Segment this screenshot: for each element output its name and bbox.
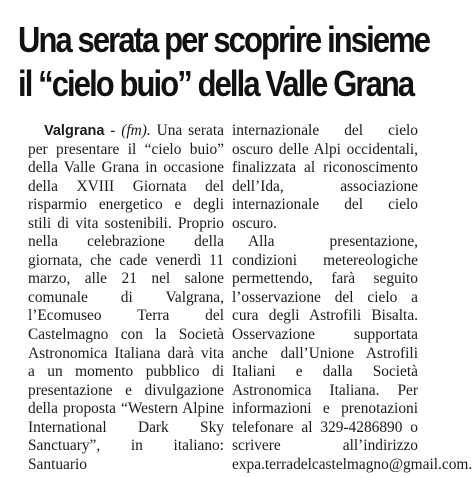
headline-line-2: il “cielo buio” della Valle Grana bbox=[18, 63, 414, 104]
article-column-left bbox=[28, 122, 224, 474]
article-column-right bbox=[232, 122, 472, 474]
article-paragraph-1 bbox=[28, 122, 224, 474]
headline bbox=[18, 18, 430, 106]
headline-line-1: Una serata per scoprire insieme bbox=[18, 19, 430, 60]
article-body-left: Una serata per presentare il “cielo buio” della Valle Grana in occasione della XVIII Giornata del risparmio energetico e degli stili di vita sostenibili. Proprio nella celebrazione della giornata, che cade venerdì 11 marzo, alle 21 nel salone comunale di Valgrana, l’Ecomuseo Terra del Castelmagno con la Società Astronomica Italiana darà vita a un momento pubblico di presentazione e divulgazione della proposta “Western Alpine International Dark Sky Sanctuary”, in italiano: Santuario bbox=[28, 122, 224, 473]
article-paragraph-1-continued: internazionale del cielo oscuro delle Alpi occidentali, finalizzata al riconoscimento dell’Ida, associazione internazionale del cielo oscuro. bbox=[232, 122, 418, 232]
byline: - (fm). bbox=[104, 122, 157, 139]
article-paragraph-2: Alla presentazione, condizioni metereologiche permettendo, farà seguito l’osservazione del cielo a cura degli Astrofili Bisalta. Osservazione supportata anche dall’Unione Astrofili Italiani e dalla Società Astronomica Italiana. Per informazioni e prenotazioni telefonare al 329-4286890 o scrivere all’indirizzo expa.terradelcastelmagno@gmail.com. bbox=[232, 233, 472, 473]
dateline-place: Valgrana bbox=[44, 123, 105, 139]
